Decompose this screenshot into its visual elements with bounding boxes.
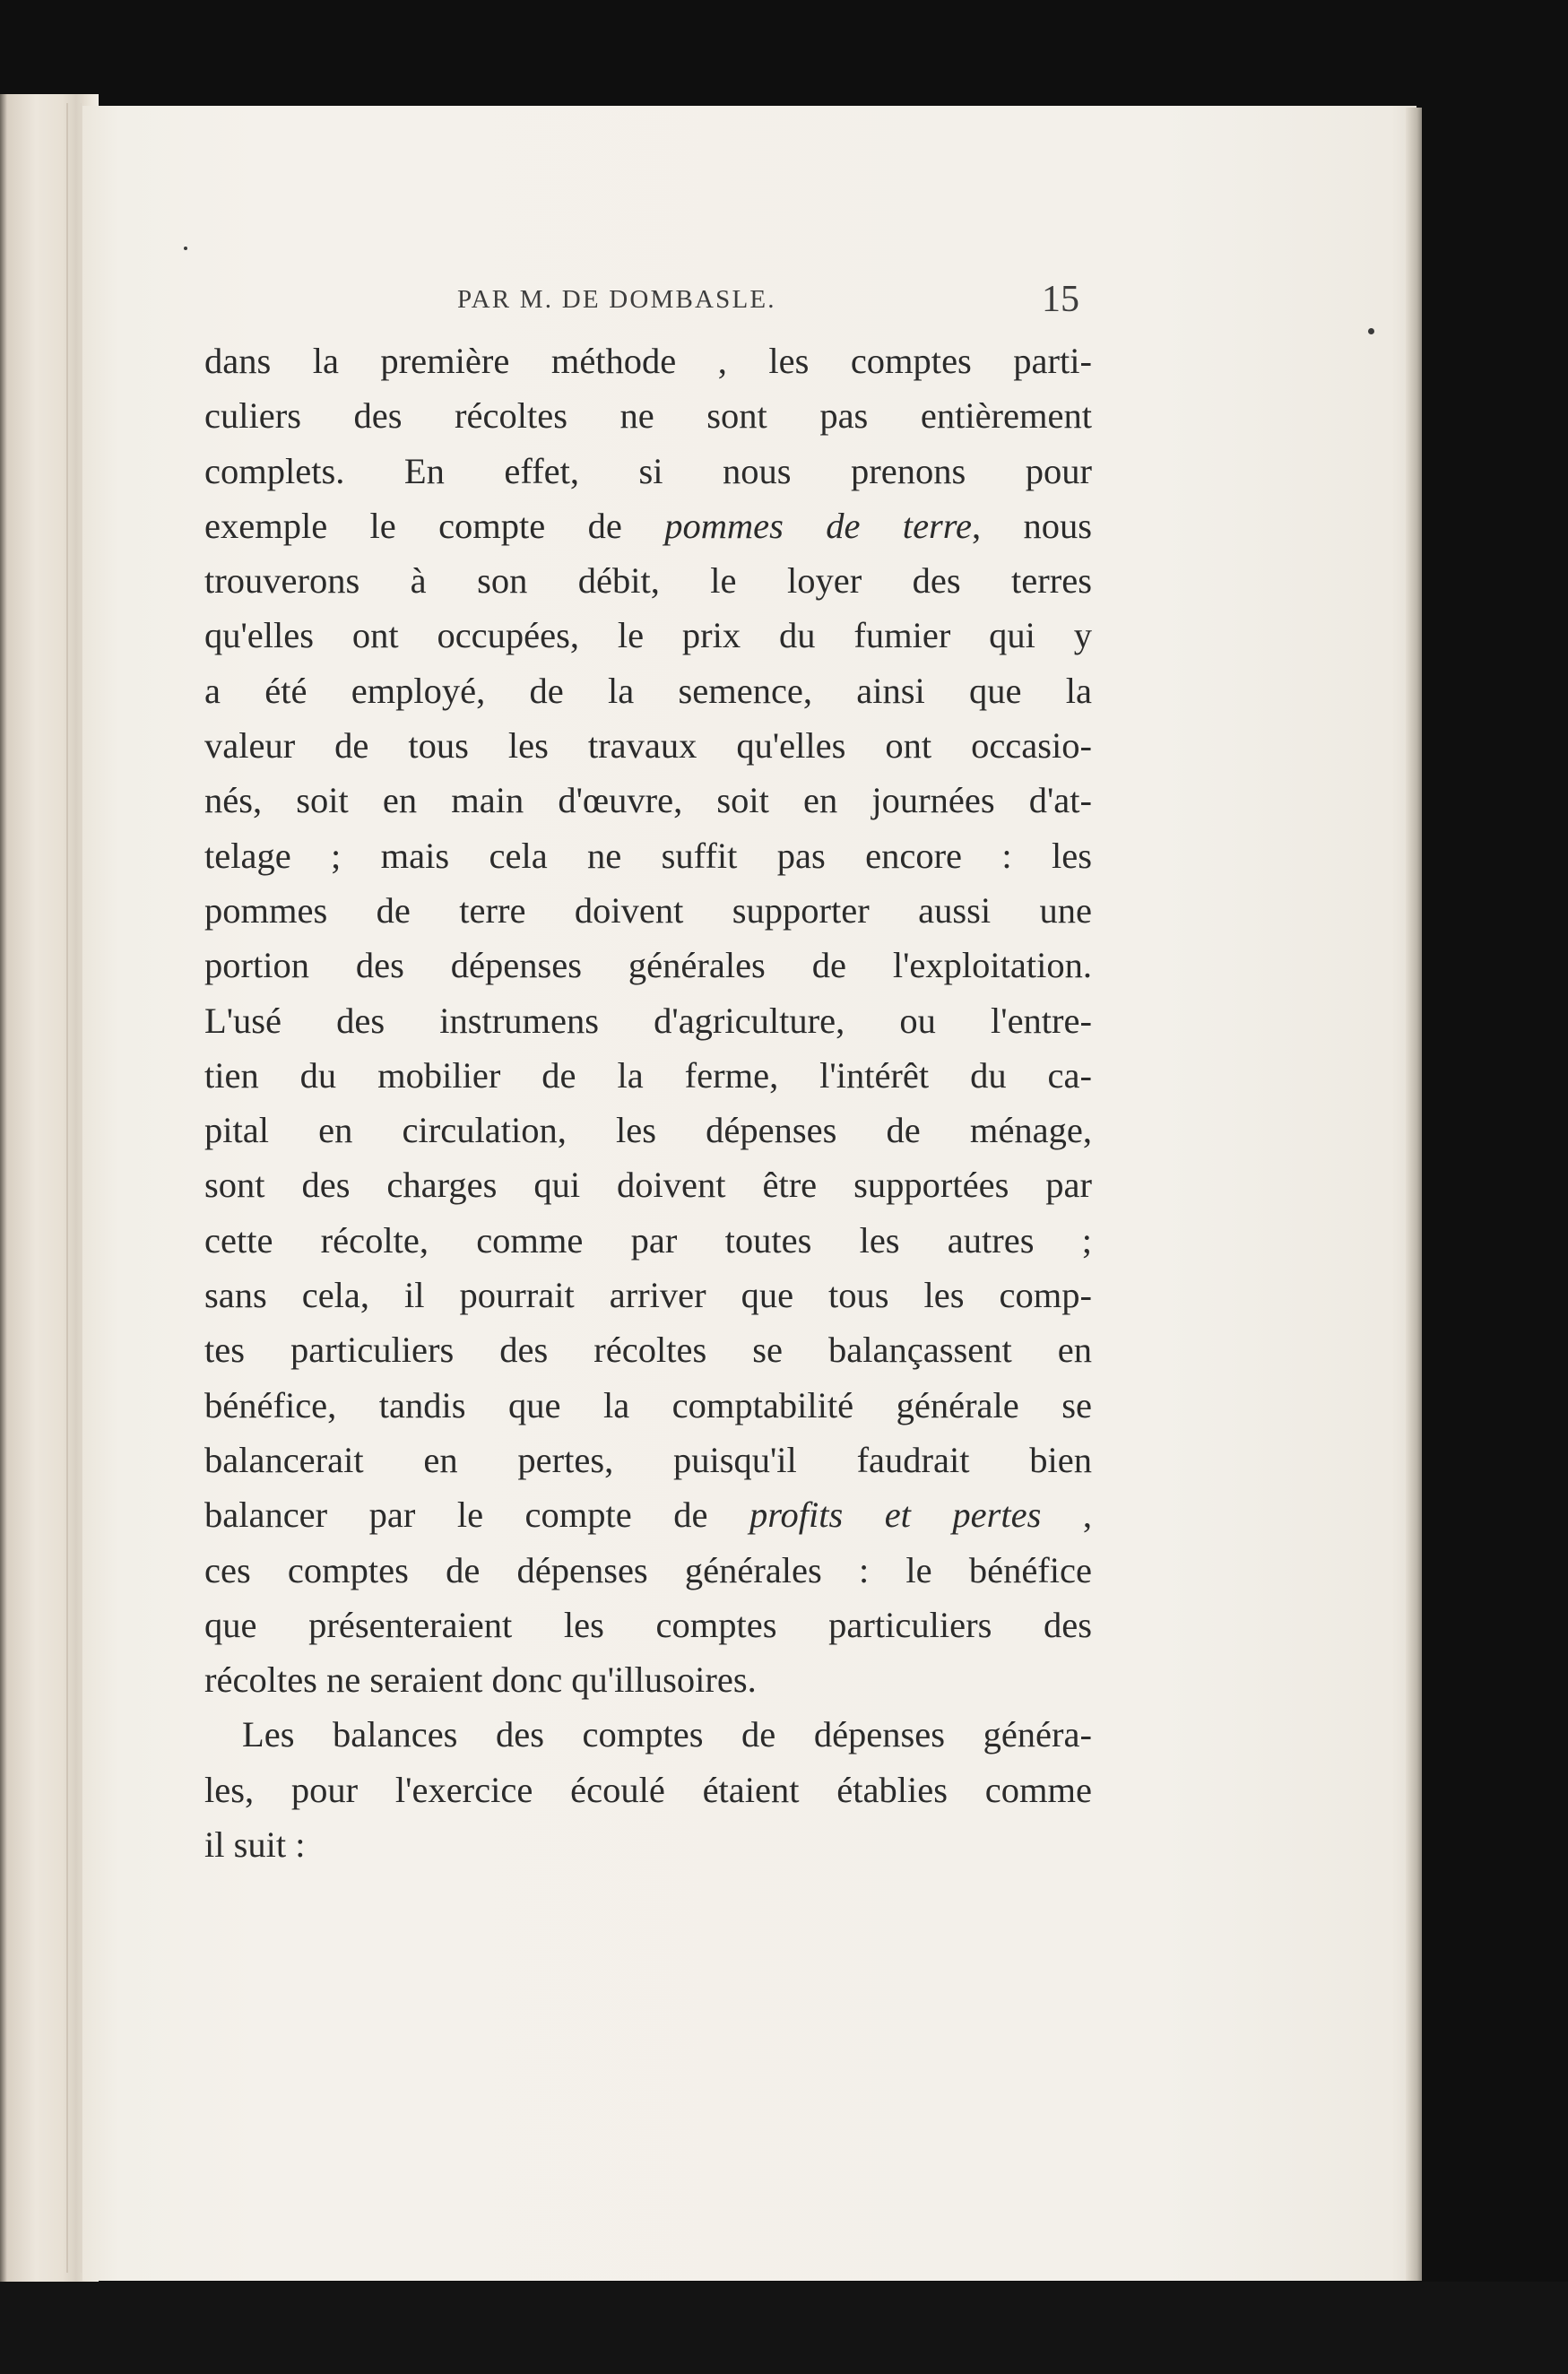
italic-term: profits et pertes bbox=[749, 1495, 1042, 1536]
text-line: que présenteraient les comptes particuliers des bbox=[204, 1604, 1092, 1645]
text-segment: balancer par le compte de bbox=[204, 1495, 749, 1536]
text-segment: , bbox=[1041, 1495, 1092, 1536]
text-line: culiers des récoltes ne sont pas entièrement bbox=[204, 395, 1092, 437]
text-line: ces comptes de dépenses générales : le bénéfice bbox=[204, 1549, 1092, 1590]
text-line: sans cela, il pourrait arriver que tous les comp- bbox=[204, 1275, 1092, 1316]
text-line: balancerait en pertes, puisqu'il faudrait bien bbox=[204, 1439, 1092, 1480]
text-line: récoltes ne seraient donc qu'illusoires. bbox=[204, 1659, 757, 1701]
text-line: complets. En effet, si nous prenons pour bbox=[204, 450, 1092, 491]
text-line: tes particuliers des récoltes se balançassent en bbox=[204, 1330, 1092, 1371]
text-line: telage ; mais cela ne suffit pas encore : les bbox=[204, 835, 1092, 876]
text-line: Les balances des comptes de dépenses généra- bbox=[242, 1714, 1092, 1755]
text-line: cette récolte, comme par toutes les autres ; bbox=[204, 1219, 1092, 1261]
running-title: PAR M. DE DOMBASLE. bbox=[457, 285, 776, 314]
text-line: portion des dépenses générales de l'exploitation. bbox=[204, 945, 1092, 986]
text-segment: , nous bbox=[972, 505, 1093, 546]
fore-edge-line bbox=[66, 103, 68, 2273]
page-right-edge bbox=[1406, 108, 1422, 2281]
ink-speck bbox=[1368, 328, 1374, 334]
ink-speck bbox=[184, 247, 187, 250]
text-line: a été employé, de la semence, ainsi que la bbox=[204, 670, 1092, 711]
text-line: les, pour l'exercice écoulé étaient établies comme bbox=[204, 1769, 1092, 1810]
text-line: nés, soit en main d'œuvre, soit en journées d'at- bbox=[204, 780, 1092, 821]
text-line: trouverons à son débit, le loyer des terres bbox=[204, 560, 1092, 602]
italic-term: pommes de terre bbox=[664, 505, 973, 546]
text-segment: exemple le compte de bbox=[204, 505, 665, 546]
fore-edge-line bbox=[81, 103, 82, 2273]
text-line: il suit : bbox=[204, 1824, 306, 1866]
text-line: pommes de terre doivent supporter aussi une bbox=[204, 889, 1092, 931]
text-line: valeur de tous les travaux qu'elles ont occasio- bbox=[204, 725, 1092, 767]
text-line: dans la première méthode , les comptes parti- bbox=[204, 341, 1092, 381]
scan-background-bottom bbox=[0, 2282, 1568, 2374]
text-line bbox=[204, 1487, 1092, 1542]
text-line: L'usé des instrumens d'agriculture, ou l'entre- bbox=[204, 1000, 1092, 1041]
text-line: qu'elles ont occupées, le prix du fumier qui y bbox=[204, 615, 1092, 656]
text-line: tien du mobilier de la ferme, l'intérêt du ca- bbox=[204, 1054, 1092, 1096]
text-line: sont des charges qui doivent être supportées par bbox=[204, 1165, 1092, 1206]
text-line: pital en circulation, les dépenses de ménage, bbox=[204, 1110, 1092, 1151]
text-line: bénéfice, tandis que la comptabilité générale se bbox=[204, 1384, 1092, 1425]
page-number: 15 bbox=[1042, 279, 1079, 320]
text-line bbox=[204, 498, 1092, 553]
running-head bbox=[0, 279, 1568, 321]
body-text bbox=[204, 334, 1092, 1872]
